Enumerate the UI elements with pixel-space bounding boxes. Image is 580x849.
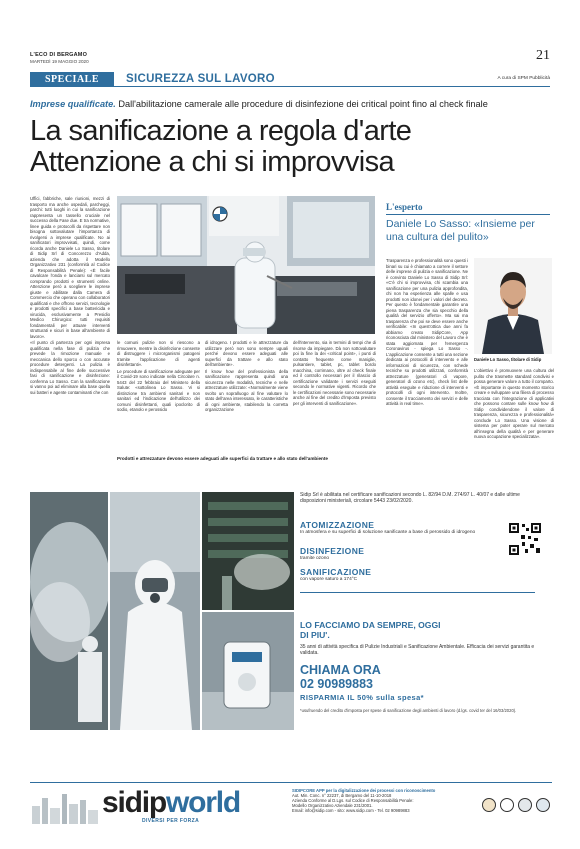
section-bar: [30, 72, 550, 87]
expert-paragraph: L'obiettivo è promuovere una cultura del pulito che trasmette standard condivisi e possa generare valore a tutto il comparto. «È importante in questo momento storico creare e sviluppare una filiera di processo tracciata con l'integrazione di applicativi che possono contare sulle know how di Sidip condividendone il valore di trasparenza, sicurezza e professionalità» conclude Lo Sasso. Una visione di sistema per poter operare sul mercato all'insegna della qualità e per generare nuova occupazione specializzata».: [474, 368, 554, 439]
ad-photo-machine: [202, 612, 294, 730]
article-column-2: [117, 340, 200, 452]
ad-phone: 02 90989883: [300, 677, 373, 691]
portrait-photo: [474, 258, 552, 354]
article-paragraph: «Il punto di partenza per ogni impresa qualificata nella fase di pulizia che prevede la rimozione manuale e meccanica dello sporco o con accurate procedure detergenti. La pulizia è indispensabile al fine delle successive fasi di sanificazione e disinfezione: conferma Lo Sasso. Con la sanificazione si vanno poi ad eliminare alla base quella sui batteri e agente contaminanti che con: [30, 340, 110, 395]
article-paragraph: di idrogeno. I prodotti e le attrezzature da utilizzare però non sono sempre uguali perché devono essere adeguati alle superfici da trattare e allo stato dell'ambiente».: [205, 340, 288, 367]
ad-service-desc: In atmosfera e su superfici di soluzione sanificante a base di perossido di idrogeno: [300, 530, 476, 535]
logo-part-2: world: [166, 786, 241, 819]
footer-info-line: Modello Organizzativo Aziendale 231/2001.: [292, 803, 373, 808]
footer-info-line: Aut. Min. Conc. n° 22237, di Bergamo del 11-10-2018: [292, 793, 392, 798]
kicker-lead: Imprese qualificate.: [30, 99, 116, 109]
section-sponsor: A cura di SPM Pubblicità: [497, 76, 550, 81]
ad-call-label: CHIAMA ORA: [300, 663, 381, 677]
headline: [30, 116, 555, 178]
ad-photo-worker: [110, 492, 200, 730]
expert-title: Daniele Lo Sasso: «Insieme per una cultura del pulito»: [386, 218, 535, 243]
ad-service-desc: con vapore saturo a 174°C: [300, 577, 358, 582]
ad-photo-fogging: [30, 492, 108, 730]
certification-badge-icon: [518, 798, 532, 812]
logo-part-1: sidip: [102, 786, 167, 819]
expert-tag: L'esperto: [386, 202, 423, 212]
logo-tagline: DIVERSI PER FORZA: [142, 818, 200, 824]
globe-badge-icon: [536, 798, 550, 812]
headline-line-1: La sanificazione a regola d'arte: [30, 115, 412, 147]
expert-column-1: [386, 258, 468, 482]
article-column-4: [293, 340, 376, 452]
ad-service-title: DISINFEZIONE: [300, 546, 365, 556]
certification-badge-icon: [482, 798, 496, 812]
expert-paragraph: Trasparenza e professionalità sono questi i binari su cui è chiamato a correre il settore delle imprese di pulizia e sanificazione. Ne è convinto Daniele Lo Sasso di Sidip Srl: «C'è chi si improvvisa, chi scambia una sanificazione per una pulizia approfondita, chi non ha esperienza alle spalle e usa prodotti non idonei per i valori del decreto. Per questo è fondamentale garantire una piena trasparenza che sia specchio della qualità del servizio offerto». Ma sai ma trasparenza che poi se deve essere anche verificabile: «In quest'ottica due anni fa abbiamo creato SidipCore, App riconosciuta dal ministero del Lavoro che è stata aggiornata per l'emergenza Coronavirus - spiega Lo Sasso -. L'applicazione consente a tutti una sezione dedicata ai protocolli di intervento e alle informazioni di sicurezza, con schede tecniche su prodotti utilizzati, conformità attrezzature (generatori di vapore, generatori di ozono etc), check list delle attività eseguite e riduzione di interventi e protocolli di ogni intervento. Inoltre, consente il tracciamento dei servizi e delle attività in real time».: [386, 258, 468, 406]
fogging-photo: [30, 492, 108, 730]
ad-divider: [300, 592, 535, 593]
ad-experience: 35 anni di attività specifica di Pulizie Industriali e Sanificazione Ambientale. Efficacia dei servizi garantita e validata.: [300, 644, 535, 656]
steam-machine-photo: [202, 612, 294, 730]
ad-service-desc: tramite ozono: [300, 556, 330, 561]
ad-service-title: ATOMIZZAZIONE: [300, 520, 375, 530]
ad-service-3: [300, 567, 535, 582]
footer-info-line: Azienda Conforme al D.Lgs. sul Codice di Responsabilità Penale:: [292, 798, 414, 803]
photo-caption: Prodotti e attrezzature devono essere adeguati alle superfici da trattare e allo stato dell'ambiente: [117, 456, 328, 461]
page-number: 21: [536, 48, 550, 63]
article-paragraph: Le procedure di sanificazione adeguate per il Covid-19 sono indicate nella Circolare n. 5443 del 22 febbraio del Ministero della Salute: «sottolinea Lo Sasso. Vi si distinzione tra ambienti sanitari e non sanitari ed l'indicazione dell'utilizzo dei comuni disinfettanti, quali ipoclorito di sodio, etanolo e perossido: [117, 368, 200, 412]
kicker-text: Dall'abilitazione camerale alle procedure di disinfezione dei critical point fino al check finale: [115, 99, 488, 109]
ad-footnote: *usufruendo del credito d'imposta per spese di sanificazione degli ambienti di lavoro (d.lgs. covid ter del 16/03/2020).: [300, 708, 517, 713]
expert-portrait: [474, 258, 552, 354]
paper-date: MARTEDÌ 19 MAGGIO 2020: [30, 59, 89, 64]
footer-info-title: SIDIPCORE APP per la digitalizzazione dei processi con riconoscimento: [292, 788, 436, 793]
article-paragraph: Uffici, fabbriche, sale riunioni, mezzi di trasporto ma anche ospedali, parcheggi, parchi: tutti luoghi in cui la sanificazione rappresenta un tassello cruciale nel successo della Fase due. E tra normative, linee guida e protocolli da rispettare non bisogna sottovalutare l'importanza di rivolgersi a imprese qualificate. No ai sanificatori improvvisati, quindi, come ricorda anche Daniele Lo Sasso, titolare di Sidip Srl di Concorezzo d'Adda, azienda che adotta il Modello Organizzativo 231 (conformità al Codice di Responsabilità Penale): «È facile cavalcare l'onda e lanciarsi sul mercato comprando prodotti e strumenti online. Attenzione però a scegliere le imprese giuste e abilitate dalla Camera di Commercio che operano con collaboratori qualificati e che offrono servizi, tecnologie e prodotti specifici a base battericida e virucida, esclusivamente a Presidio Medico Chirurgico: tutti requisiti fondamentali per attuare interventi strutturati e sicuri in base all'ambiente di lavoro».: [30, 196, 110, 339]
office-cleaning-photo: [117, 196, 375, 334]
ad-slogan: LO FACCIAMO DA SEMPRE, OGGI DI PIU'.: [300, 620, 441, 640]
expert-divider: [386, 214, 550, 215]
ad-saving: RISPARMIA IL 50% sulla spesa*: [300, 693, 425, 702]
city-skyline-icon: [30, 788, 100, 824]
footer-info-line: Email: info@sidip.com - sito: www.sidip.com - Tel. 02 90989883: [292, 808, 410, 813]
section-title: SICUREZZA SUL LAVORO: [126, 73, 275, 85]
ad-service-title: SANIFICAZIONE: [300, 567, 372, 577]
expert-photo-caption: Daniele Lo Sasso, titolare di Sidip: [474, 357, 542, 362]
article-paragraph: dell'intervento, sia in termini di tempi che di risorse da impiegare. Dà non sottovalutare poi la fine la dei «critical point», i punti di contatto frequente come maniglie, pulsantiere, tablet, pc, tablet bordo macchina, corrimano, oltre al check finale ed il controllo necessari per il rilascio di certificazione validante i servizi eseguiti secondo le normative vigenti. Ricordo che le certificazioni necessarie sono necessarie anche al fine del credito d'imposta previsto per gli interventi di sanificazione».: [293, 340, 376, 406]
article-column-1: [30, 196, 110, 486]
main-photo: [117, 196, 375, 334]
footer-divider: [30, 782, 552, 783]
sidip-world-logo: [102, 786, 240, 820]
article-paragraph: Il know how del professionista della sanificazione rappresenta quindi una sicurezza nelle modalità, tecniche e nelle attrezzature utilizzate: «Normalmente viene svolto un sopralluogo al fine valutare lo stato dell'area interessato, le caratteristiche di ogni ambiente, stabilendo la corretta organizzazione: [205, 368, 288, 412]
article-paragraph: le comuni pulizie non si riescono a rimuovere, mentre la disinfezione consente di distruggere i microrganismi patogeni tramite l'applicazione di agenti disinfettanti».: [117, 340, 200, 367]
ad-footer: [30, 788, 552, 824]
expert-column-2: [474, 368, 554, 482]
headline-line-2: Attenzione a chi si improvvisa: [30, 146, 394, 178]
ad-service-2: [300, 546, 535, 561]
masthead: [30, 50, 550, 70]
ad-photo-steam: [202, 492, 294, 610]
kicker: [30, 99, 555, 109]
paper-name: L'ECO DI BERGAMO: [30, 52, 88, 58]
ad-service-1: [300, 520, 535, 535]
footer-info: [292, 788, 472, 813]
ad-intro: Sidip Srl è abilitata nel certificare sanificazioni secondo L. 82/94 D.M. 274/97 L. 40/07 e dalle ultime disposizioni ministeriali, circolare 5443 23/02/2020.: [300, 492, 520, 504]
certification-badge-icon: [500, 798, 514, 812]
sidip-advertisement: [30, 492, 552, 764]
steam-cleaning-photo: [202, 492, 294, 610]
hazmat-worker-photo: [110, 492, 200, 730]
article-column-3: [205, 340, 288, 452]
section-tag: SPECIALE: [30, 72, 114, 87]
